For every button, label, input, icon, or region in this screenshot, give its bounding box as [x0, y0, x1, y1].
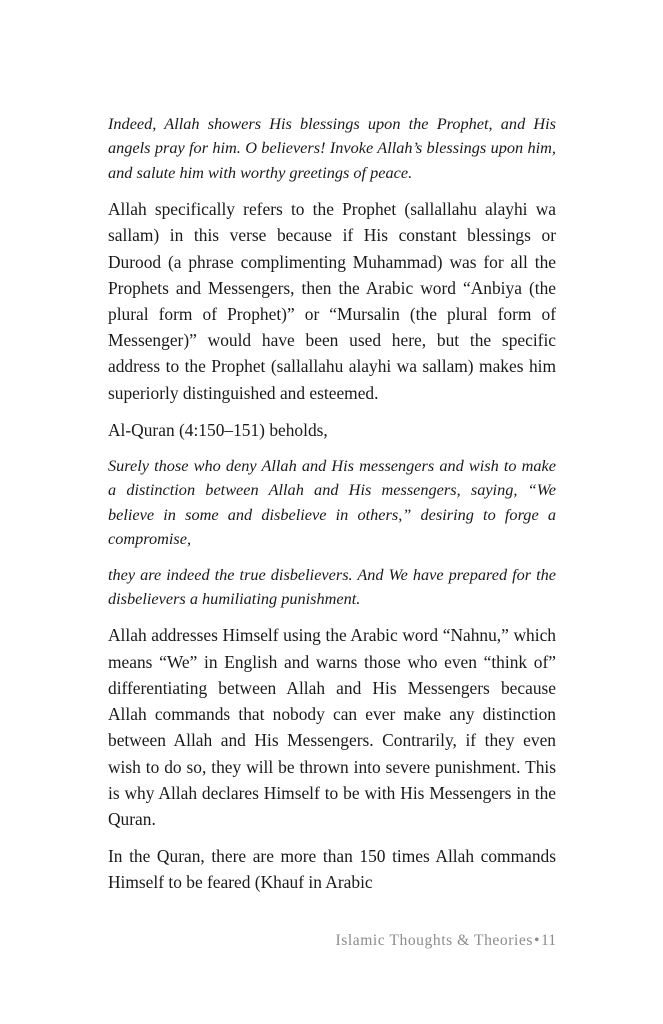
running-footer	[108, 931, 556, 951]
scripture-quote-nisa-150: Surely those who deny Allah and His messengers and wish to make a distinction between Allah and His messengers, saying, “We believe in some and disbelieve in others,” desiring to forge a compromise,	[108, 456, 556, 549]
quran-citation: Al-Quran (4:150–151) beholds,	[108, 419, 328, 440]
body-paragraph-durood: Allah specifically refers to the Prophet (sallallahu alayhi wa sallam) in this verse because if His constant blessings or Durood (a phrase complimenting Muhammad) was for all the Prophets and Messengers, then the Arabic word “Anbiya (the plural form of Prophet)” or “Mursalin (the plural form of Messenger)” would have been used here, but the specific address to the Prophet (sallallahu alayhi wa sallam) makes him superiorly distinguished and esteemed.	[108, 199, 556, 403]
scripture-quote-ahzab: Indeed, Allah showers His blessings upon the Prophet, and His angels pray for him. O believers! Invoke Allah’s blessings upon him, and salute him with worthy greetings of peace.	[108, 114, 556, 182]
footer-book-title: Islamic Thoughts & Theories	[335, 932, 533, 949]
body-paragraph-khauf: In the Quran, there are more than 150 times Allah commands Himself to be feared (Khauf in Arabic	[108, 846, 556, 893]
footer-page-number: 11	[540, 932, 556, 949]
text-column	[108, 112, 556, 896]
footer-separator-bullet: •	[533, 932, 540, 949]
body-paragraph-nahnu: Allah addresses Himself using the Arabic word “Nahnu,” which means “We” in English and warns those who even “think of” differentiating between Allah and His Messengers because Allah commands that nobody can ever make any distinction between Allah and His Messengers. Contrarily, if they even wish to do so, they will be thrown into severe punishment. This is why Allah declares Himself to be with His Messengers in the Quran.	[108, 625, 556, 829]
scripture-quote-nisa-151: they are indeed the true disbelievers. And We have prepared for the disbelievers a humiliating punishment.	[108, 564, 556, 609]
